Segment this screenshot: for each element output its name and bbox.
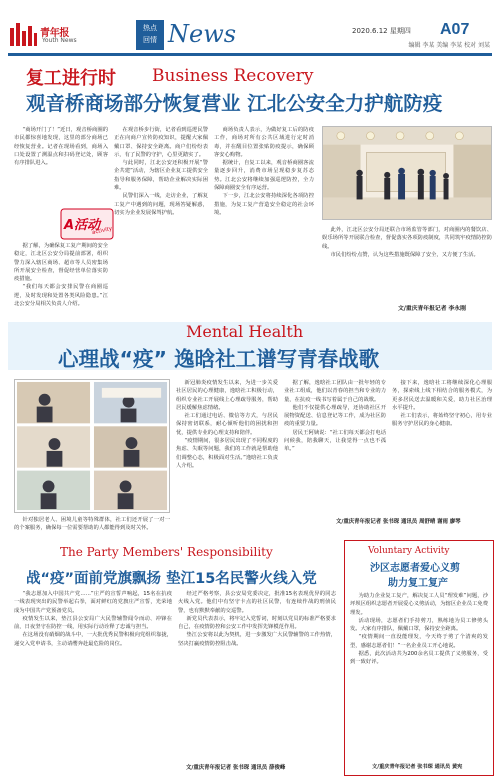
social-worker-photo-collage bbox=[14, 379, 170, 513]
story4-kicker-en: Voluntary Activity bbox=[368, 546, 450, 556]
story2-kicker-en: Mental Health bbox=[186, 322, 304, 341]
stamp-sub-text: activity bbox=[91, 225, 113, 237]
story2-column-3: 据了解，逸晗社工团队由一批年轻的专业社工组成，他们以青春的担当和专业的力量，在抗疫一线书写着属于自己的战歌。 他们不仅提供心理疏导，还协助社区开展物资配送、信息登记等工作，成为社区防疫的重要力量。 居民王阿姨说：“社工们每天都会打电话问候我，陪我聊天，让我觉得一点也不孤单。” bbox=[284, 380, 386, 453]
section-line-1: 热点 bbox=[143, 24, 157, 32]
story2-byline: 文/重庆青年报记者 张书琛 通讯员 周舒晴 谢雨 廖琴 bbox=[336, 519, 461, 525]
story4-headline-line-1: 沙区志愿者爱心义剪 bbox=[370, 563, 460, 574]
story4-byline: 文/重庆青年报记者 张书琛 通讯员 黄宪 bbox=[372, 764, 463, 770]
page-header bbox=[0, 0, 500, 58]
story2-column-2: 新冠肺炎疫情发生以来，为进一步关爱社区居民的心理健康，逸晗社工积极行动，组织专业社工开展线上心理疏导服务，帮助居民缓解焦虑情绪。 社工们通过电话、微信等方式，与居民保持密切联系，耐心倾听他们的困扰和担忧，提供专业的心理支持和陪伴。 “疫情期间，很多居民出现了不同程度的焦虑、失眠等问题，我们的工作就是帮助他们调整心态，积极面对生活。”逸晗社工负责人介绍。 bbox=[176, 380, 278, 469]
activity-stamp bbox=[60, 208, 114, 240]
story1-kicker: 复工进行时 bbox=[26, 68, 116, 89]
story1-byline: 文/重庆青年报记者 李永刚 bbox=[398, 306, 466, 312]
story1-headline: 观音桥商场部分恢复营业 江北公安全力护航防疫 bbox=[26, 92, 443, 115]
issue-date: 2020.6.12 星期四 bbox=[352, 27, 411, 35]
story3-headline: 战“疫”面前党旗飘扬 垫江15名民警火线入党 bbox=[26, 571, 317, 587]
stamp-main-text: A活动 bbox=[64, 218, 101, 233]
story1-column-1: “商场开门了！”近日，观音桥商圈的市民都惊喜地发现，这里的部分商场已经恢复营业。记者在现场看到，商场入口处设置了测温点和扫码登记处，顾客有序排队进入。 bbox=[14, 127, 108, 167]
masthead-en: Youth News bbox=[42, 37, 77, 44]
story1-column-3: 商场负责人表示，为做好复工后的防疫工作，商场对所有公共区域进行定时消毒，并在醒目位置张贴防疫提示，确保顾客安心购物。 据统计，自复工以来，观音桥商圈客流量逐步回升，消费市场呈现稳步复苏态势。江北公安将继续加强巡逻防控，全力保障商圈安全有序运营。 下一步，江北公安将持续深化各项防控措施，为复工复产营造安全稳定的社会环境。 bbox=[214, 127, 314, 216]
section-badge bbox=[136, 20, 164, 50]
page-number: A07 bbox=[440, 21, 470, 38]
story1-column-2: 在观音桥步行街，记者看到巡逻民警正在向商户宣传防疫知识，提醒大家佩戴口罩、保持安全距离。商户们纷纷表示，有了民警的守护，心里更踏实了。 与此同时，江北公安还积极开展“警企共建”活动，为辖区企业复工提供安全指导和服务保障，帮助企业解决实际困难。 民警们深入一线，走访企业，了解复工复产中遇到的问题，现场答疑解惑，切实为企业发展保驾护航。 bbox=[114, 127, 208, 216]
shopping-mall-photo bbox=[322, 126, 492, 220]
story4-column: 为助力企业复工复产，解决复工人员“理发难”问题，沙坪坝区组织志愿者开展爱心义剪活动，为辖区企业员工免费理发。 活动现场，志愿者们手持剪刀，熟练地为员工修剪头发。大家有序排队，佩戴口罩，保持安全距离。 “疫情期间一直没能理发，今天终于剪了个清爽的发型，感谢志愿者们！”一名企业员工开心地说。 据悉，此次活动共为200余名员工提供了义剪服务，受到一致好评。 bbox=[350, 593, 488, 666]
masthead-name: 青年报 bbox=[40, 28, 70, 39]
skyline-logo-icon bbox=[8, 20, 38, 46]
story4-headline-line-2: 助力复工复产 bbox=[388, 578, 448, 589]
story1-column-4: 此外，江北区公安分局还联合市场监管等部门，对商圈内的餐饮店、娱乐场所等开展联合检查，督促落实各项防疫制度，共同筑牢疫情防控防线。 市民们纷纷点赞，认为这些措施既保障了安全，又方便了生活。 bbox=[322, 227, 492, 258]
story3-kicker-en: The Party Members' Responsibility bbox=[60, 545, 273, 559]
section-line-2: 回情 bbox=[143, 36, 157, 44]
story1-column-1b: 据了解，为确保复工复产期间的安全稳定，江北区公安分局提前部署，组织警力深入辖区商场、超市等人员密集场所开展安全检查，督促经营单位落实防疫措施。 “我们每天都会安排民警在商圈巡逻，及时发现和处置各类风险隐患。”江北公安分局相关负责人介绍。 bbox=[14, 243, 108, 308]
story2-column-1: 针对独居老人、困境儿童等特殊群体，社工们还开展了一对一的个案服务，确保每一位需要帮助的人都能得到及时关怀。 bbox=[14, 517, 170, 532]
editor-credits: 编辑 李某 美编 李某 校对 刘某 bbox=[408, 42, 490, 49]
story2-headline: 心理战“疫” 逸晗社工谱写青春战歌 bbox=[58, 347, 380, 371]
news-wordmark: News bbox=[168, 20, 237, 48]
story3-column-1: “我志愿加入中国共产党……”庄严的宣誓声响起，15名在抗疫一线表现突出的民警举起右拳，面对鲜红的党旗庄严宣誓，光荣地成为中国共产党预备党员。 疫情发生以来，垫江县公安局广大民警辅警闻令而动、冲锋在前，日夜坚守在防控一线，用实际行动诠释了忠诚与担当。 在这场没有硝烟的战斗中，一大批优秀民警积极向党组织靠拢，递交入党申请书，主动请缨奔赴最危险的岗位。 bbox=[14, 591, 172, 647]
header-divider bbox=[8, 53, 492, 56]
story3-column-2: 经过严格考察，县公安局党委决定，批准15名表现优异的同志火线入党。他们中有坚守卡点的社区民警，有连续作战的刑侦民警，也有默默奉献的交巡警。 新党员代表表示，将牢记入党誓词，时刻以党员的标准严格要求自己，在疫情防控和公安工作中发挥先锋模范作用。 垫江公安将以此为契机，进一步激发广大民警辅警的工作热情，坚决打赢疫情防控阻击战。 bbox=[178, 591, 336, 647]
story2-column-4: 接下来，逸晗社工将继续深化心理服务，探索线上线下相结合的服务模式，为更多居民送去温暖和关爱，助力社区治理水平提升。 社工们表示，将始终坚守初心，用专业服务守护居民的身心健康。 bbox=[392, 380, 492, 428]
story3-byline: 文/重庆青年报记者 张书琛 通讯员 薛俊峰 bbox=[186, 765, 286, 771]
story1-kicker-en: Business Recovery bbox=[152, 66, 314, 86]
